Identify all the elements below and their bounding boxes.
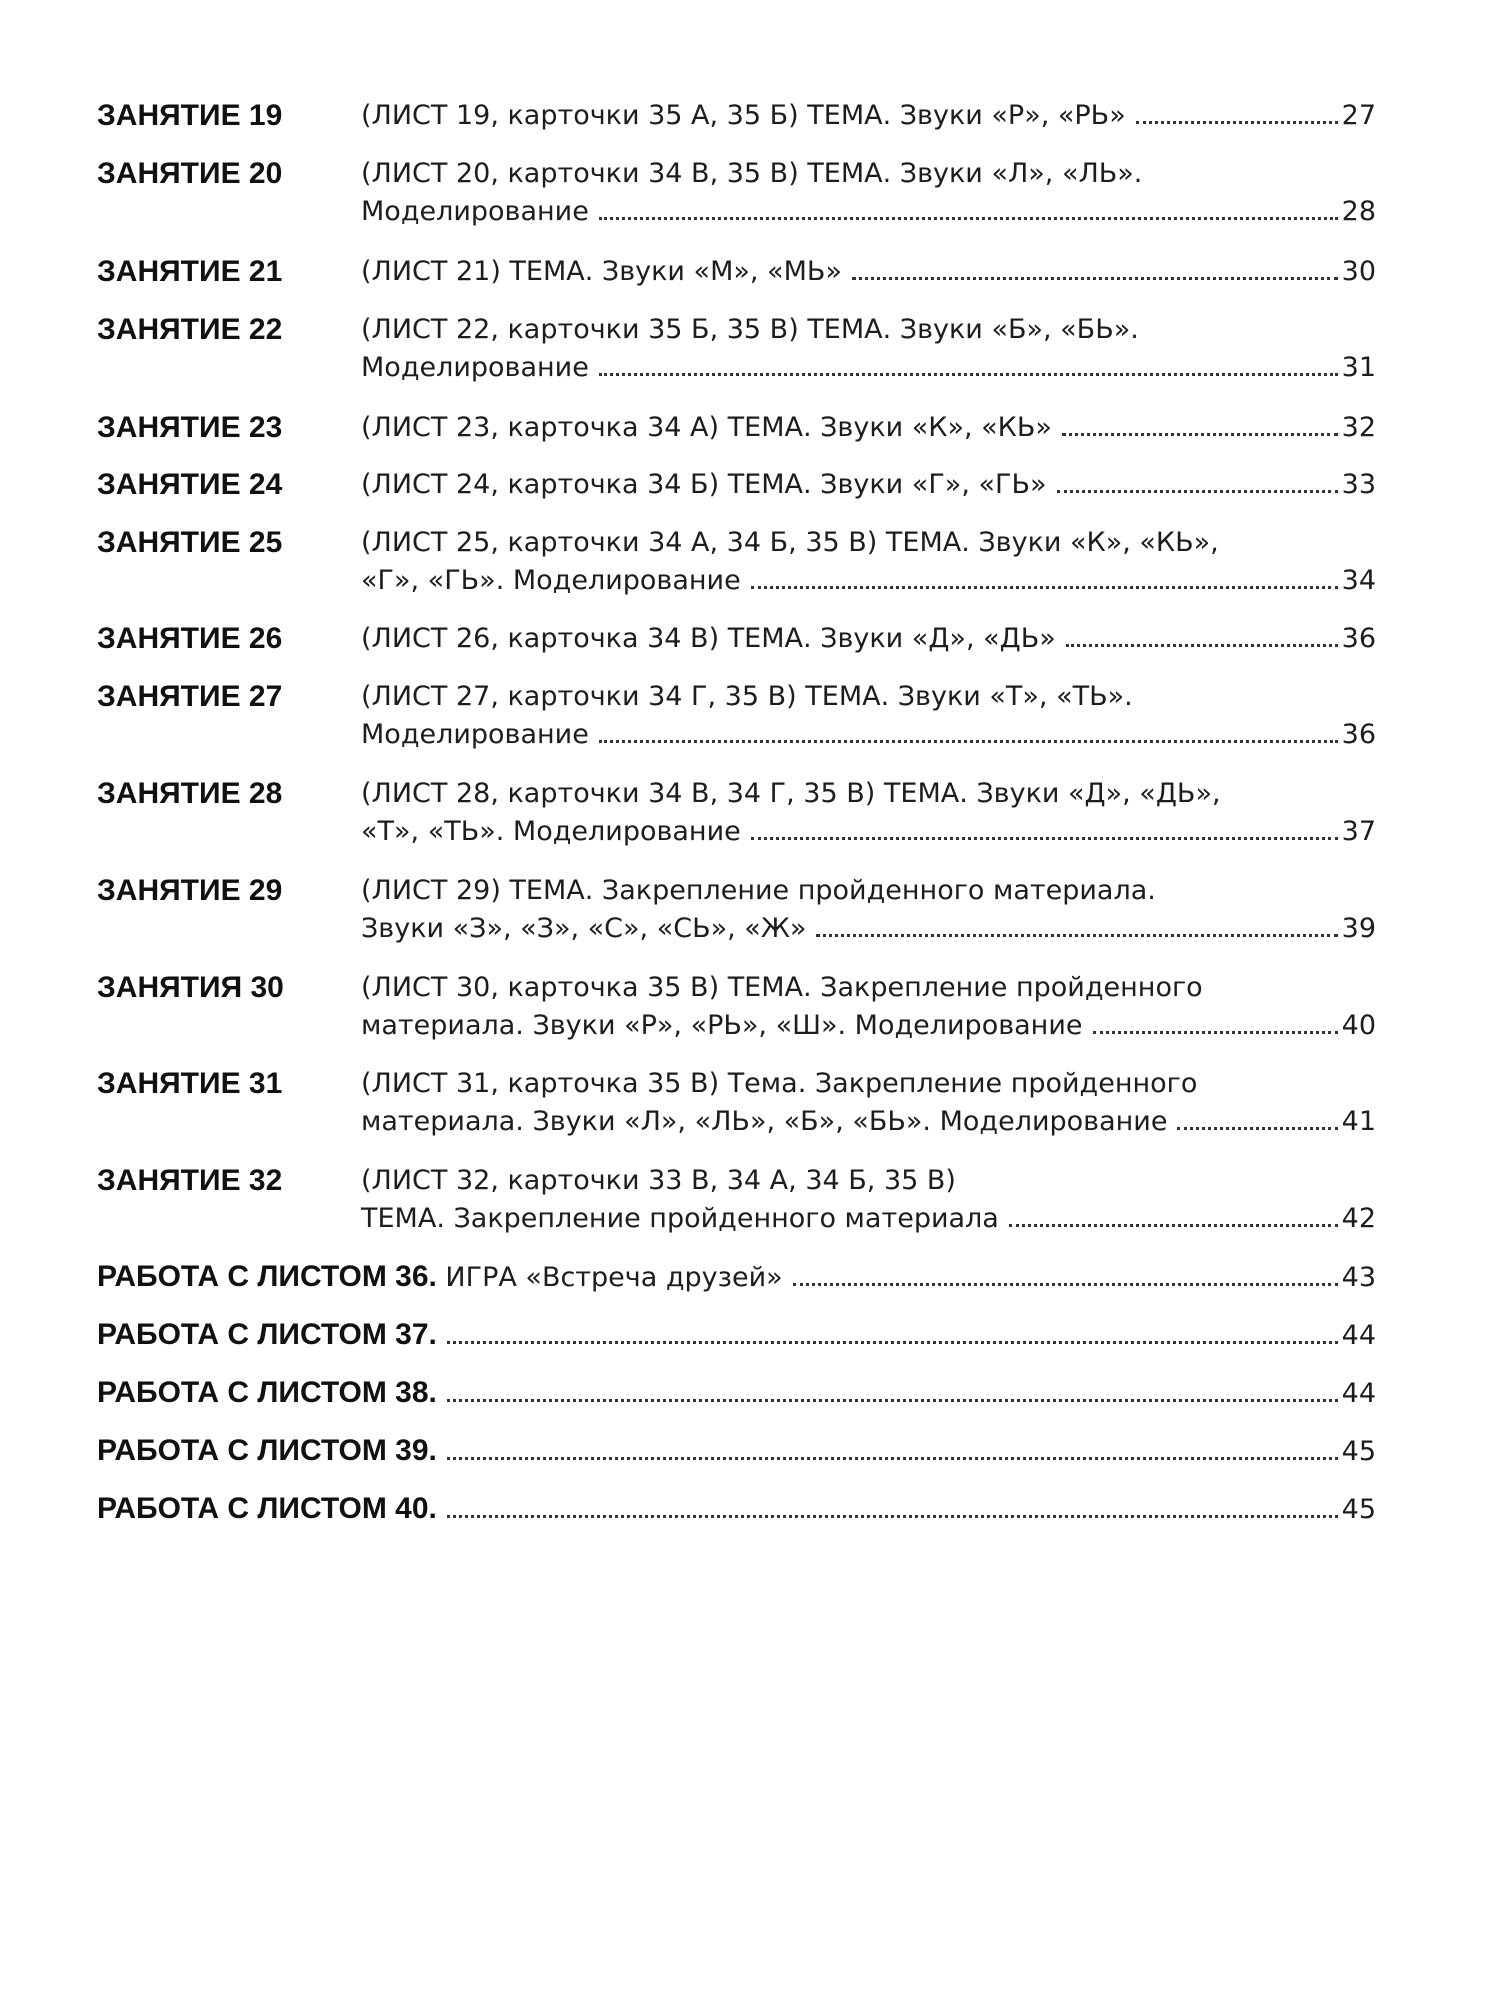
worksheet-label: РАБОТА С ЛИСТОМ 39. — [97, 1434, 437, 1467]
entry-line — [361, 524, 1376, 562]
lesson-label: ЗАНЯТИЕ 20 — [97, 157, 283, 190]
page-number: 30 — [1341, 256, 1376, 287]
page-number: 36 — [1341, 623, 1376, 654]
lesson-description: Звуки «З», «З», «С», «СЬ», «Ж» — [361, 913, 807, 944]
lesson-label: ЗАНЯТИЕ 31 — [97, 1067, 283, 1100]
lesson-description: (ЛИСТ 26, карточка 34 В) ТЕМА. Звуки «Д», «ДЬ» — [361, 623, 1056, 654]
dot-leader — [1057, 490, 1338, 493]
lesson-label: ЗАНЯТИЕ 26 — [97, 622, 283, 655]
entry-line — [97, 1432, 1376, 1470]
lesson-label: ЗАНЯТИЕ 19 — [97, 99, 283, 132]
lesson-label: ЗАНЯТИЕ 28 — [97, 777, 283, 810]
entry-line — [97, 1316, 1376, 1354]
page-number: 31 — [1341, 352, 1376, 383]
lesson-description: (ЛИСТ 23, карточка 34 А) ТЕМА. Звуки «К», «КЬ» — [361, 412, 1052, 443]
entry-line — [97, 1258, 1376, 1296]
entry-line — [361, 253, 1376, 291]
dot-leader — [793, 1283, 1338, 1286]
lesson-description: (ЛИСТ 29) ТЕМА. Закрепление пройденного материала. — [361, 875, 1156, 906]
entry-line — [361, 678, 1376, 716]
dot-leader — [1136, 121, 1338, 124]
dot-leader — [1066, 644, 1338, 647]
dot-leader — [447, 1399, 1338, 1402]
entry-line — [361, 311, 1376, 349]
entry-line — [361, 1065, 1376, 1103]
lesson-label: ЗАНЯТИЕ 27 — [97, 680, 283, 713]
page-number: 45 — [1341, 1494, 1376, 1525]
page-number: 40 — [1341, 1010, 1376, 1041]
worksheet-label: РАБОТА С ЛИСТОМ 38. — [97, 1376, 437, 1409]
dot-leader — [447, 1515, 1338, 1518]
lesson-description: (ЛИСТ 27, карточки 34 Г, 35 В) ТЕМА. Звуки «Т», «ТЬ». — [361, 681, 1133, 712]
lesson-description: материала. Звуки «Л», «ЛЬ», «Б», «БЬ». Моделирование — [361, 1106, 1168, 1137]
entry-line — [361, 1200, 1376, 1238]
page-number: 42 — [1341, 1203, 1376, 1234]
lesson-description: (ЛИСТ 22, карточки 35 Б, 35 В) ТЕМА. Звуки «Б», «БЬ». — [361, 314, 1139, 345]
lesson-label: ЗАНЯТИЕ 32 — [97, 1164, 283, 1197]
entry-line — [361, 1162, 1376, 1200]
page-number: 44 — [1341, 1378, 1376, 1409]
entry-line — [97, 1374, 1376, 1412]
entry-line — [361, 813, 1376, 851]
lesson-label: ЗАНЯТИЕ 22 — [97, 313, 283, 346]
page-number: 43 — [1341, 1262, 1376, 1293]
lesson-label: ЗАНЯТИЕ 21 — [97, 255, 283, 288]
lesson-description: Моделирование — [361, 352, 589, 383]
page-number: 37 — [1341, 816, 1376, 847]
dot-leader — [1009, 1224, 1338, 1227]
worksheet-description: ИГРА «Встреча друзей» — [436, 1262, 783, 1293]
dot-leader — [1093, 1031, 1338, 1034]
page-number: 27 — [1341, 100, 1376, 131]
entry-line — [361, 349, 1376, 387]
page-number: 28 — [1341, 196, 1376, 227]
entry-line — [361, 409, 1376, 447]
entry-line — [361, 716, 1376, 754]
lesson-description: (ЛИСТ 30, карточка 35 В) ТЕМА. Закрепление пройденного — [361, 972, 1203, 1003]
entry-line — [97, 1490, 1376, 1528]
entry-line — [361, 466, 1376, 504]
lesson-description: (ЛИСТ 31, карточка 35 В) Тема. Закрепление пройденного — [361, 1068, 1198, 1099]
lesson-description: Моделирование — [361, 719, 589, 750]
page-number: 33 — [1341, 469, 1376, 500]
dot-leader — [447, 1457, 1338, 1460]
dot-leader — [816, 934, 1337, 937]
dot-leader — [1177, 1127, 1337, 1130]
entry-line — [361, 97, 1376, 135]
dot-leader — [852, 277, 1338, 280]
entry-line — [361, 969, 1376, 1007]
lesson-description: (ЛИСТ 21) ТЕМА. Звуки «М», «МЬ» — [361, 256, 842, 287]
lesson-description: Моделирование — [361, 196, 589, 227]
page-number: 34 — [1341, 565, 1376, 596]
lesson-label: ЗАНЯТИЕ 24 — [97, 468, 283, 501]
dot-leader — [447, 1341, 1338, 1344]
lesson-description: (ЛИСТ 19, карточки 35 А, 35 Б) ТЕМА. Звуки «Р», «РЬ» — [361, 100, 1126, 131]
worksheet-label: РАБОТА С ЛИСТОМ 37. — [97, 1318, 437, 1351]
lesson-label: ЗАНЯТИЯ 30 — [97, 971, 284, 1004]
dot-leader — [1062, 433, 1338, 436]
dot-leader — [751, 837, 1338, 840]
lesson-description: ТЕМА. Закрепление пройденного материала — [361, 1203, 999, 1234]
entry-line — [361, 872, 1376, 910]
page-number: 32 — [1341, 412, 1376, 443]
page-number: 41 — [1341, 1106, 1376, 1137]
lesson-description: (ЛИСТ 32, карточки 33 В, 34 А, 34 Б, 35 В) — [361, 1165, 956, 1196]
dot-leader — [599, 217, 1338, 220]
lesson-label: ЗАНЯТИЕ 25 — [97, 526, 283, 559]
lesson-description: (ЛИСТ 25, карточки 34 А, 34 Б, 35 В) ТЕМА. Звуки «К», «КЬ», — [361, 527, 1219, 558]
entry-line — [361, 1103, 1376, 1141]
page-number: 45 — [1341, 1436, 1376, 1467]
lesson-description: «Т», «ТЬ». Моделирование — [361, 816, 741, 847]
entry-line — [361, 193, 1376, 231]
lesson-label: ЗАНЯТИЕ 29 — [97, 874, 283, 907]
lesson-description: «Г», «ГЬ». Моделирование — [361, 565, 741, 596]
entry-line — [361, 775, 1376, 813]
lesson-description: (ЛИСТ 24, карточка 34 Б) ТЕМА. Звуки «Г», «ГЬ» — [361, 469, 1047, 500]
worksheet-label: РАБОТА С ЛИСТОМ 40. — [97, 1492, 437, 1525]
page-number: 44 — [1341, 1320, 1376, 1351]
page-number: 36 — [1341, 719, 1376, 750]
lesson-description: (ЛИСТ 20, карточки 34 В, 35 В) ТЕМА. Звуки «Л», «ЛЬ». — [361, 158, 1143, 189]
worksheet-label: РАБОТА С ЛИСТОМ 36. — [97, 1260, 437, 1293]
lesson-description: материала. Звуки «Р», «РЬ», «Ш». Моделирование — [361, 1010, 1083, 1041]
entry-line — [361, 155, 1376, 193]
page-number: 39 — [1341, 913, 1376, 944]
entry-line — [361, 620, 1376, 658]
entry-line — [361, 562, 1376, 600]
lesson-label: ЗАНЯТИЕ 23 — [97, 411, 283, 444]
dot-leader — [599, 740, 1338, 743]
entry-line — [361, 910, 1376, 948]
dot-leader — [751, 586, 1338, 589]
dot-leader — [599, 373, 1338, 376]
entry-line — [361, 1007, 1376, 1045]
lesson-description: (ЛИСТ 28, карточки 34 В, 34 Г, 35 В) ТЕМА. Звуки «Д», «ДЬ», — [361, 778, 1221, 809]
